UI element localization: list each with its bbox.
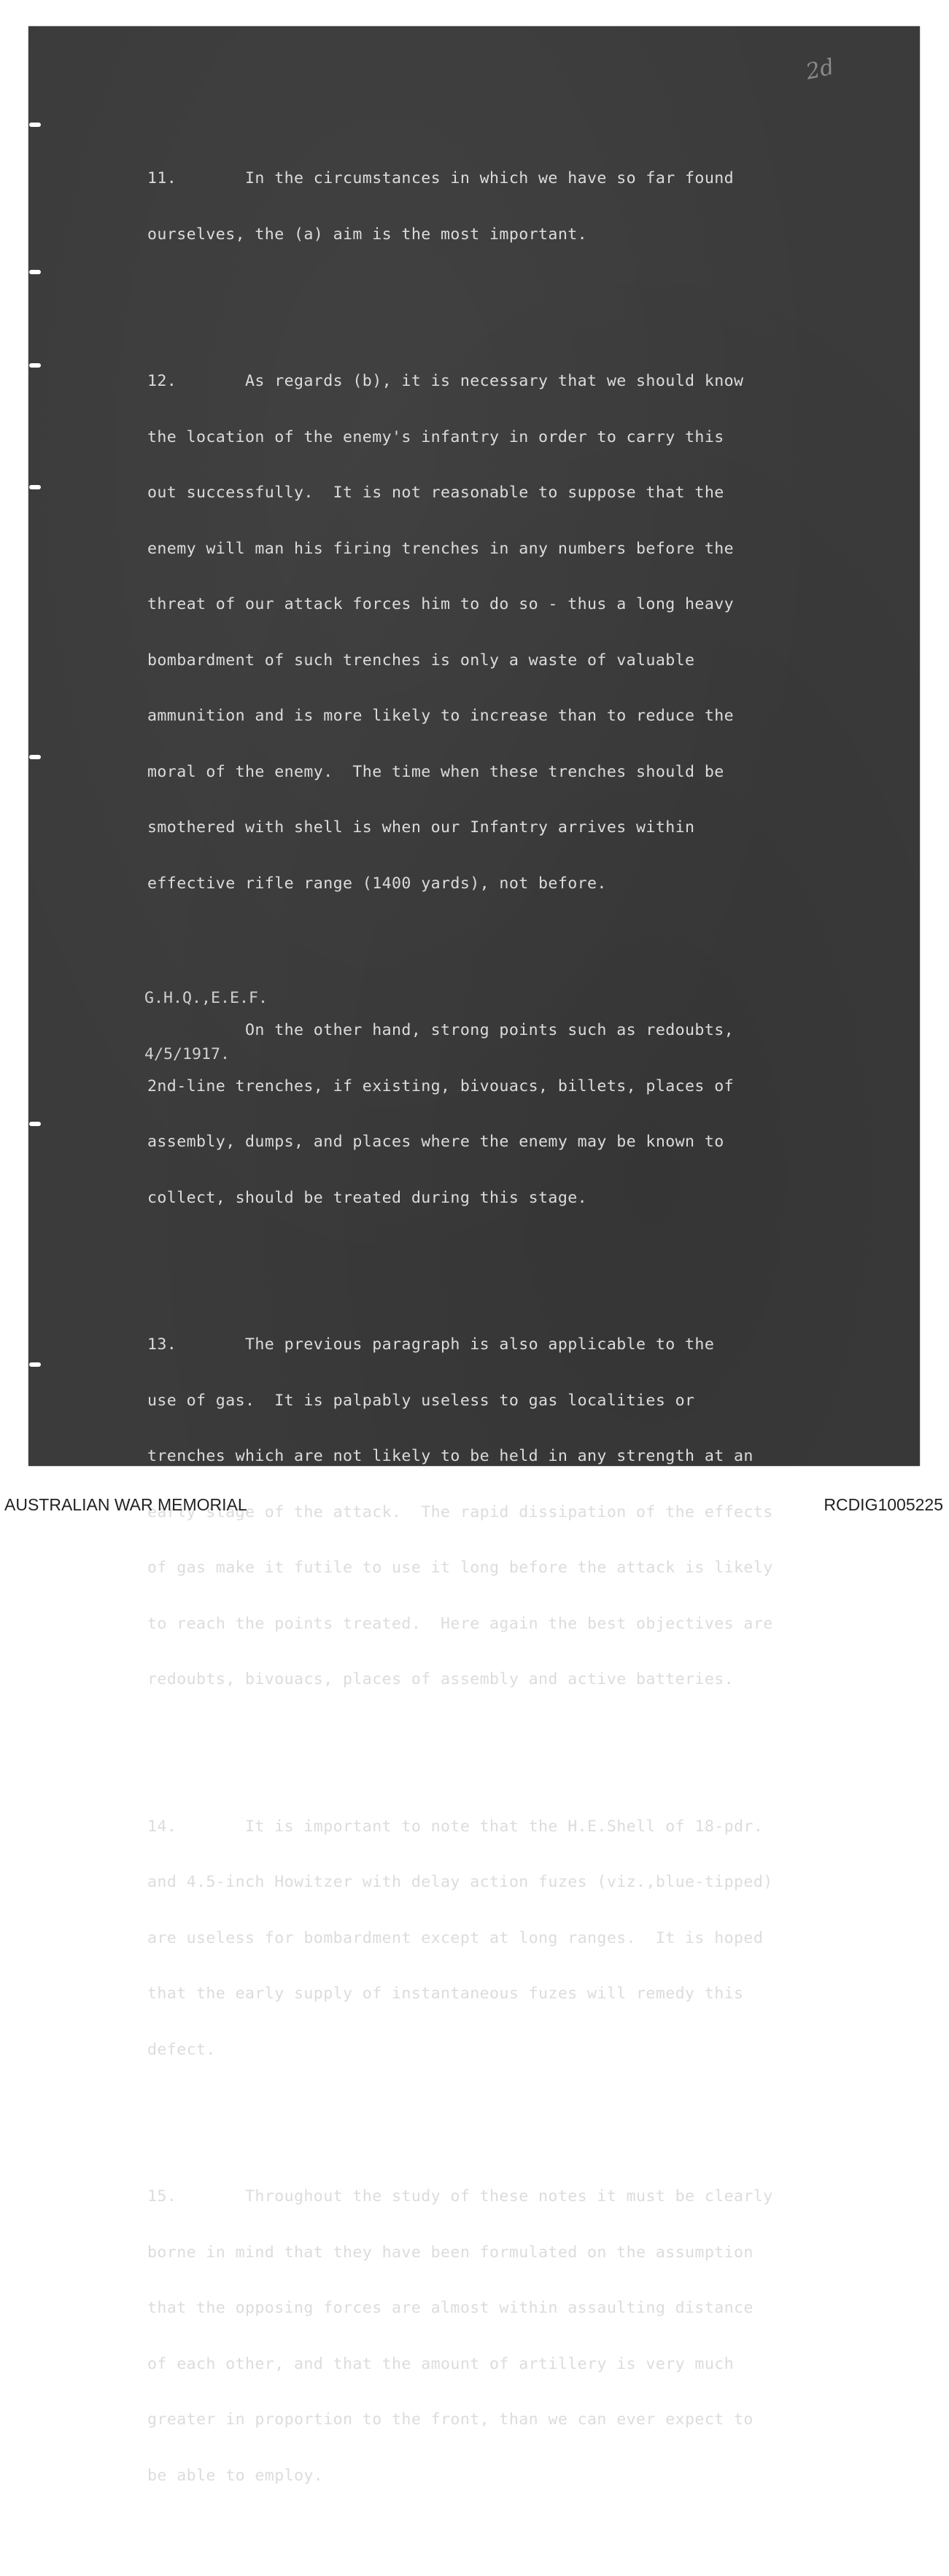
text-line: 11. In the circumstances in which we have so far found <box>147 169 735 187</box>
text-line: of gas make it futile to use it long before the attack is likely <box>147 1559 773 1577</box>
text-line: 14. It is important to note that the H.E.Shell of 18-pdr. <box>147 1817 764 1836</box>
text-line: assembly, dumps, and places where the enemy may be known to <box>147 1133 724 1151</box>
text-line: On the other hand, strong points such as redoubts, <box>147 1021 735 1039</box>
text-line: use of gas. It is palpably useless to gas localities or <box>147 1391 695 1410</box>
punch-hole <box>29 755 41 759</box>
text-line: greater in proportion to the front, than we can ever expect to <box>147 2410 754 2429</box>
text-line: defect. <box>147 2040 216 2059</box>
paragraph-11 <box>147 132 877 281</box>
text-line: collect, should be treated during this stage. <box>147 1188 588 1207</box>
punch-hole <box>29 1362 41 1367</box>
paragraph-13 <box>147 1298 877 1726</box>
text-line: ourselves, the (a) aim is the most important. <box>147 225 588 244</box>
text-line: borne in mind that they have been formulated on the assumption <box>147 2243 754 2262</box>
paragraph-12 <box>147 335 877 930</box>
signature-block <box>144 952 268 1101</box>
text-line: effective rifle range (1400 yards), not before. <box>147 874 607 893</box>
punch-hole <box>29 485 41 489</box>
text-line: threat of our attack forces him to do so - thus a long heavy <box>147 595 735 613</box>
reference-id: RCDIG1005225 <box>824 1495 943 1514</box>
text-line: 13. The previous paragraph is also applicable to the <box>147 1335 715 1354</box>
text-line: 12. As regards (b), it is necessary that we should know <box>147 372 744 390</box>
text-line: enemy will man his firing trenches in any numbers before the <box>147 539 735 558</box>
text-line: out successfully. It is not reasonable to suppose that the <box>147 484 724 502</box>
punch-hole <box>29 1122 41 1126</box>
text-line: bombardment of such trenches is only a waste of valuable <box>147 651 695 670</box>
text-line: are useless for bombardment except at long ranges. It is hoped <box>147 1928 764 1947</box>
text-line: 2nd-line trenches, if existing, bivouacs, billets, places of <box>147 1076 735 1095</box>
punch-hole <box>29 123 41 127</box>
text-line: moral of the enemy. The time when these trenches should be <box>147 762 724 781</box>
text-line: of each other, and that the amount of artillery is very much <box>147 2354 735 2373</box>
paragraph-15 <box>147 2150 877 2522</box>
punch-hole <box>29 270 41 274</box>
text-line: early stage of the attack. The rapid dissipation of the effects <box>147 1502 773 1521</box>
text-line: to reach the points treated. Here again the best objectives are <box>147 1614 773 1633</box>
document-text <box>147 95 877 2576</box>
text-line: the location of the enemy's infantry in order to carry this <box>147 427 724 446</box>
text-line: 15. Throughout the study of these notes it must be clearly <box>147 2187 773 2205</box>
paragraph-14 <box>147 1780 877 2097</box>
text-line: that the early supply of instantaneous fuzes will remedy this <box>147 1985 744 2003</box>
text-line: smothered with shell is when our Infantry arrives within <box>147 818 695 837</box>
signature-date: 4/5/1917. <box>144 1044 231 1063</box>
text-line: that the opposing forces are almost within assaulting distance <box>147 2299 754 2317</box>
text-line: redoubts, bivouacs, places of assembly and active batteries. <box>147 1670 735 1688</box>
text-line: ammunition and is more likely to increase than to reduce the <box>147 707 735 725</box>
text-line: be able to employ. <box>147 2466 324 2485</box>
folio-mark: 2d <box>803 54 837 85</box>
text-line: and 4.5-inch Howitzer with delay action fuzes (viz.,blue-tipped) <box>147 1873 773 1891</box>
punch-hole <box>29 363 41 368</box>
institution-label: AUSTRALIAN WAR MEMORIAL <box>4 1495 247 1514</box>
text-line: trenches which are not likely to be held in any strength at an <box>147 1447 754 1465</box>
signature-office: G.H.Q.,E.E.F. <box>144 989 268 1007</box>
